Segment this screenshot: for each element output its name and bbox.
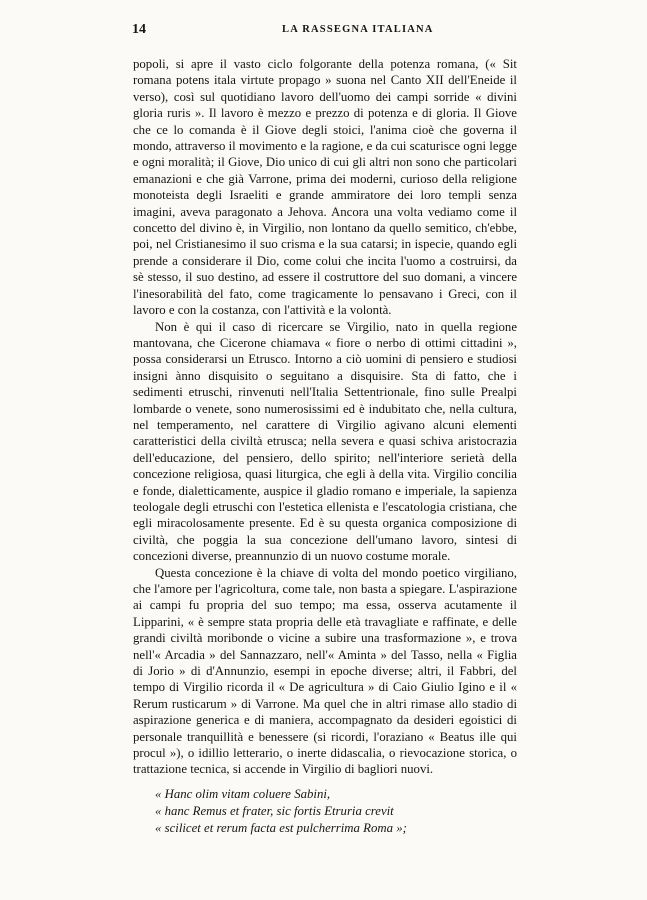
verse-line: « hanc Remus et frater, sic fortis Etruria crevit <box>155 803 394 818</box>
paragraph: Non è qui il caso di ricercare se Virgilio, nato in quella regione mantovana, che Cicerone chiamava « fiore o nerbo di ottimi cittadini », possa considerarsi un Etrusco. Intorno a ciò uomini di pensiero e studiosi insigni ànno disquisito o seguitano a disquisire. Sta di fatto, che i sedimenti etruschi, rinvenuti nell'Italia Settentrionale, fino sulle Prealpi lombarde o venete, sono numerosissimi ed è indubitato che, nella cultura, nel temperamento, nel carattere di Virgilio agivano alcuni elementi caratteristici della civiltà etrusca; nella severa e quasi schiva aristocrazia dell'educazione, del pensiero, dello spirito; nell'interiore serietà della concezione religiosa, quasi liturgica, che egli à della vita. Virgilio concilia e fonde, dialetticamente, auspice il gladio romano e imperiale, la sapienza teologale degli etruschi con l'estetica ellenista e l'escatologia cristiana, che egli miracolosamente presente. Ed è su questa organica composizione di civiltà, che poggia la sua concezione dell'umano lavoro, sintesi di concezioni diverse, preannunzio di un nuovo costume morale. <box>133 319 517 564</box>
page-header <box>132 22 516 38</box>
body-text <box>133 56 517 837</box>
paragraph: Questa concezione è la chiave di volta del mondo poetico virgiliano, che l'amore per l'agricoltura, come tale, non basta a spiegare. L'aspirazione ai campi fu propria del suo tempo; ma essa, osserva acutamente il Lipparini, « è sempre stata propria delle età travagliate e raffinate, e delle grandi civiltà moribonde o vicine a subire una trasformazione », e trova nell'« Arcadia » del Sannazzaro, nell'« Aminta » del Tasso, nella « Figlia di Jorio » di d'Annunzio, esempi in epoche diverse; altri, il Fabbri, del tempo di Virgilio ricorda il « De agricultura » di Caio Giulio Igino e il « Rerum rusticarum » di Varrone. Ma quel che in altri rimase allo stadio di aspirazione generica e di maniera, accompagnato da desideri egoistici di personale tranquillità e benessere (si ricordi, l'oraziano « Beatus ille qui procul »), o idillio letterario, o inerte didascalia, o rievocazione storica, o trattazione tecnica, si accende in Virgilio di bagliori nuovi. <box>133 565 517 777</box>
verse-quotation <box>155 786 517 837</box>
page-number: 14 <box>132 22 146 37</box>
running-title: LA RASSEGNA ITALIANA <box>282 24 434 35</box>
verse-line: « scilicet et rerum facta est pulcherrima Roma »; <box>155 820 407 835</box>
paragraph: popoli, si apre il vasto ciclo folgorante della potenza romana, (« Sit romana potens itala virtute propago » suona nel Canto XII dell'Eneide il verso), così sul quotidiano lavoro dell'uomo dei campi sorride « divini gloria ruris ». Il lavoro è mezzo e prezzo di potenza e di gloria. Il Giove che ce lo comanda è il Giove degli stoici, l'anima cioè che governa il mondo, attraverso il movimento e la ragione, e da cui scaturisce ogni legge e ogni moralità; il Giove, Dio unico di cui gli altri non sono che particolari emanazioni e che già Varrone, prima dei moderni, curioso della religione monoteista degli Israeliti e grande ammiratore dei loro templi senza imagini, aveva paragonato a Jehova. Ancora una volta vediamo come il concetto del divino è, in Virgilio, non lontano da quello semitico, ch'ebbe, poi, nel Cristianesimo il suo crisma e la sua catarsi; in ispecie, quando egli prende a considerare il Dio, come colui che incita l'uomo a costruirsi, da sè stesso, il suo destino, ad essere il costruttore del suo domani, a vincere l'inesorabilità del fato, come tragicamente lo pensavano i Greci, con il lavoro e con la costanza, con l'attività e la volontà. <box>133 57 517 318</box>
verse-line: « Hanc olim vitam coluere Sabini, <box>155 786 331 801</box>
